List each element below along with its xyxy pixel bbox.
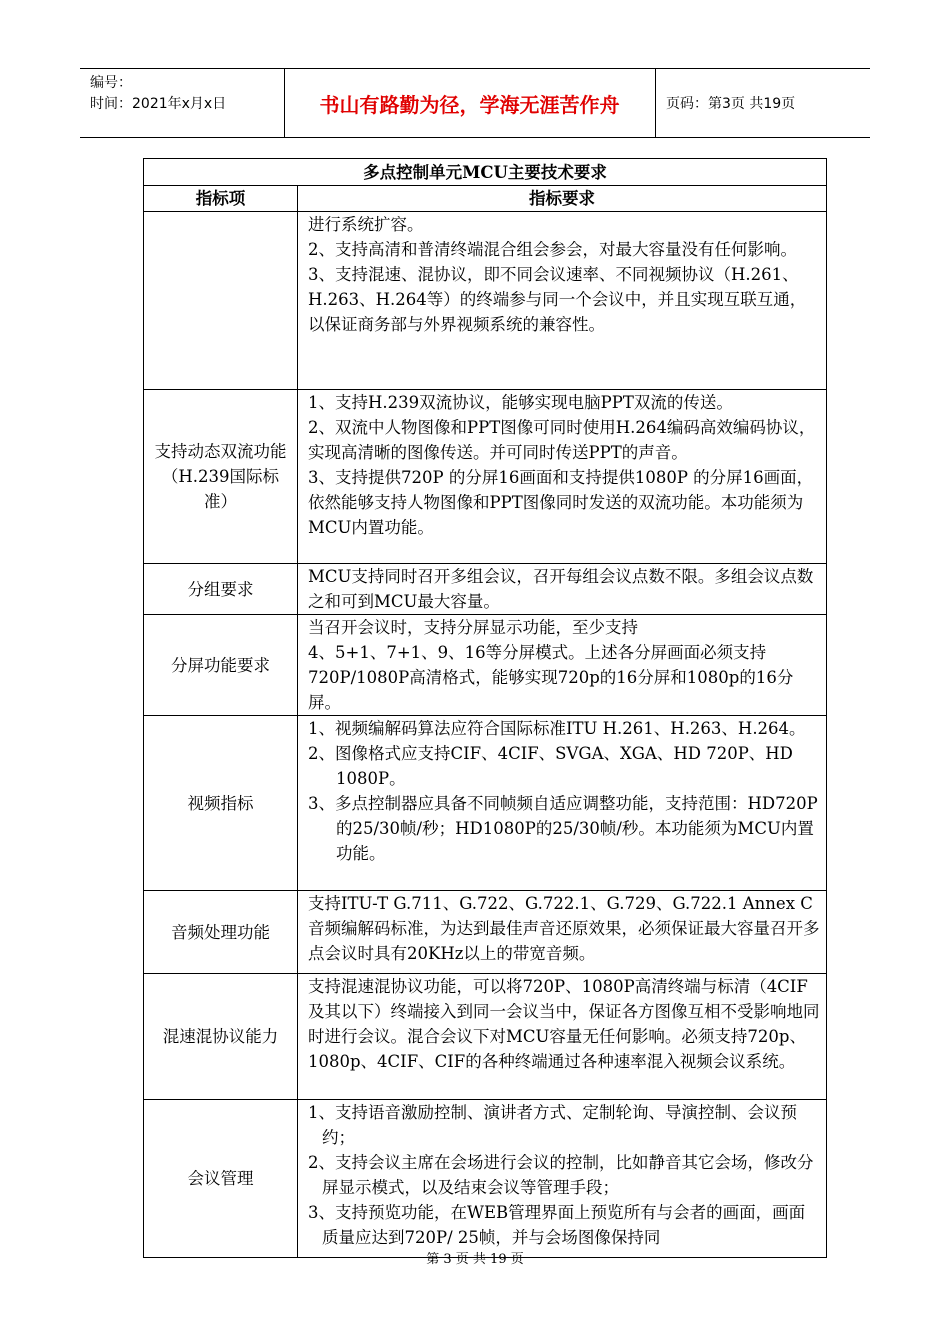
row-content: [298, 615, 827, 716]
row-label: 分屏功能要求: [144, 615, 298, 716]
row-label: 视频指标: [144, 716, 298, 891]
table-row: [144, 390, 827, 564]
row-label: 混速混协议能力: [144, 974, 298, 1100]
page-footer: 第 3 页 共 19 页: [426, 1252, 524, 1267]
requirement-line: 支持ITU-T G.711、G.722、G.722.1、G.729、G.722.1 Annex C音频编解码标准，为达到最佳声音还原效果，必须保证最大容量召开多点会议时具有20KHz以上的带宽音频。: [308, 894, 820, 963]
requirement-line: 当召开会议时，支持分屏显示功能，至少支持: [308, 618, 638, 637]
requirement-line: 2、双流中人物图像和PPT图像可同时使用H.264编码高效编码协议，实现高清晰的图像传送。并可同时传送PPT的声音。: [308, 418, 816, 462]
header-meta: [90, 73, 226, 115]
requirement-line: 支持混速混协议功能，可以将720P、1080P高清终端与标清（4CIF及其以下）终端接入到同一会议当中，保证各方图像互相不受影响地同时进行会议。混合会议下对MCU容量无任何影响。必须支持720p、1080p、4CIF、CIF的各种终端通过各种速率混入视频会议系统。: [308, 977, 820, 1071]
row-label: 会议管理: [144, 1100, 298, 1258]
row-label: 音频处理功能: [144, 891, 298, 974]
table-row: [144, 212, 827, 390]
row-label: 支持动态双流功能（H.239国际标准）: [144, 390, 298, 564]
header-divider: [655, 69, 656, 137]
document-number: 编号：: [90, 75, 132, 91]
requirement-line: 1、支持H.239双流协议，能够实现电脑PPT双流的传送。: [308, 393, 733, 412]
table-row: [144, 974, 827, 1100]
requirement-line: MCU支持同时召开多组会议，召开每组会议点数不限。多组会议点数之和可到MCU最大容量。: [308, 567, 814, 611]
header-motto: 书山有路勤为径，学海无涯苦作舟: [319, 92, 620, 117]
page-header: [80, 68, 870, 138]
table-title: 多点控制单元MCU主要技术要求: [144, 159, 827, 186]
table-row: [144, 891, 827, 974]
requirement-line: 2、支持高清和普清终端混合组会参会，对最大容量没有任何影响。: [308, 240, 797, 259]
column-header-requirement: 指标要求: [298, 186, 827, 212]
column-header-item: 指标项: [144, 186, 298, 212]
requirement-line: 4、5+1、7+1、9、16等分屏模式。上述各分屏画面必须支持720P/1080P高清格式，能够实现720p的16分屏和1080p的16分屏。: [308, 643, 794, 712]
row-content: [298, 974, 827, 1100]
requirement-line: 3、支持提供720P 的分屏16画面和支持提供1080P 的分屏16画面，依然能够支持人物图像和PPT图像同时发送的双流功能。本功能须为MCU内置功能。: [308, 468, 814, 537]
requirement-line: 进行系统扩容。: [308, 215, 424, 234]
row-content: [298, 390, 827, 564]
table-row: [144, 1100, 827, 1258]
requirement-line: 3、支持预览功能，在WEB管理界面上预览所有与会者的画面，画面质量应达到720P/ 25帧，并与会场图像保持同: [308, 1203, 806, 1247]
row-content: [298, 212, 827, 390]
row-label: 分组要求: [144, 564, 298, 615]
row-content: [298, 891, 827, 974]
mcu-requirements-table: [143, 158, 827, 1258]
table-row: [144, 716, 827, 891]
document-date: 时间：2021年x月x日: [90, 96, 227, 112]
row-label: [144, 212, 298, 390]
requirement-line: 2、图像格式应支持CIF、4CIF、SVGA、XGA、HD 720P、HD 1080P。: [308, 744, 793, 788]
requirement-line: 1、视频编解码算法应符合国际标准ITU H.261、H.263、H.264。: [308, 719, 806, 738]
table-row: [144, 615, 827, 716]
requirement-line: 2、支持会议主席在会场进行会议的控制，比如静音其它会场，修改分屏显示模式，以及结束会议等管理手段；: [308, 1153, 814, 1197]
header-page-number: 页码：第3页 共19页: [666, 96, 796, 112]
requirement-line: 3、多点控制器应具备不同帧频自适应调整功能，支持范围：HD720P的25/30帧/秒；HD1080P的25/30帧/秒。本功能须为MCU内置功能。: [308, 794, 818, 863]
row-content: [298, 564, 827, 615]
row-content: [298, 716, 827, 891]
row-content: [298, 1100, 827, 1258]
requirement-line: 1、支持语音激励控制、演讲者方式、定制轮询、导演控制、会议预约；: [308, 1103, 797, 1147]
table-row: [144, 564, 827, 615]
requirement-line: 3、支持混速、混协议，即不同会议速率、不同视频协议（H.261、H.263、H.264等）的终端参与同一个会议中，并且实现互联互通，以保证商务部与外界视频系统的兼容性。: [308, 265, 807, 334]
